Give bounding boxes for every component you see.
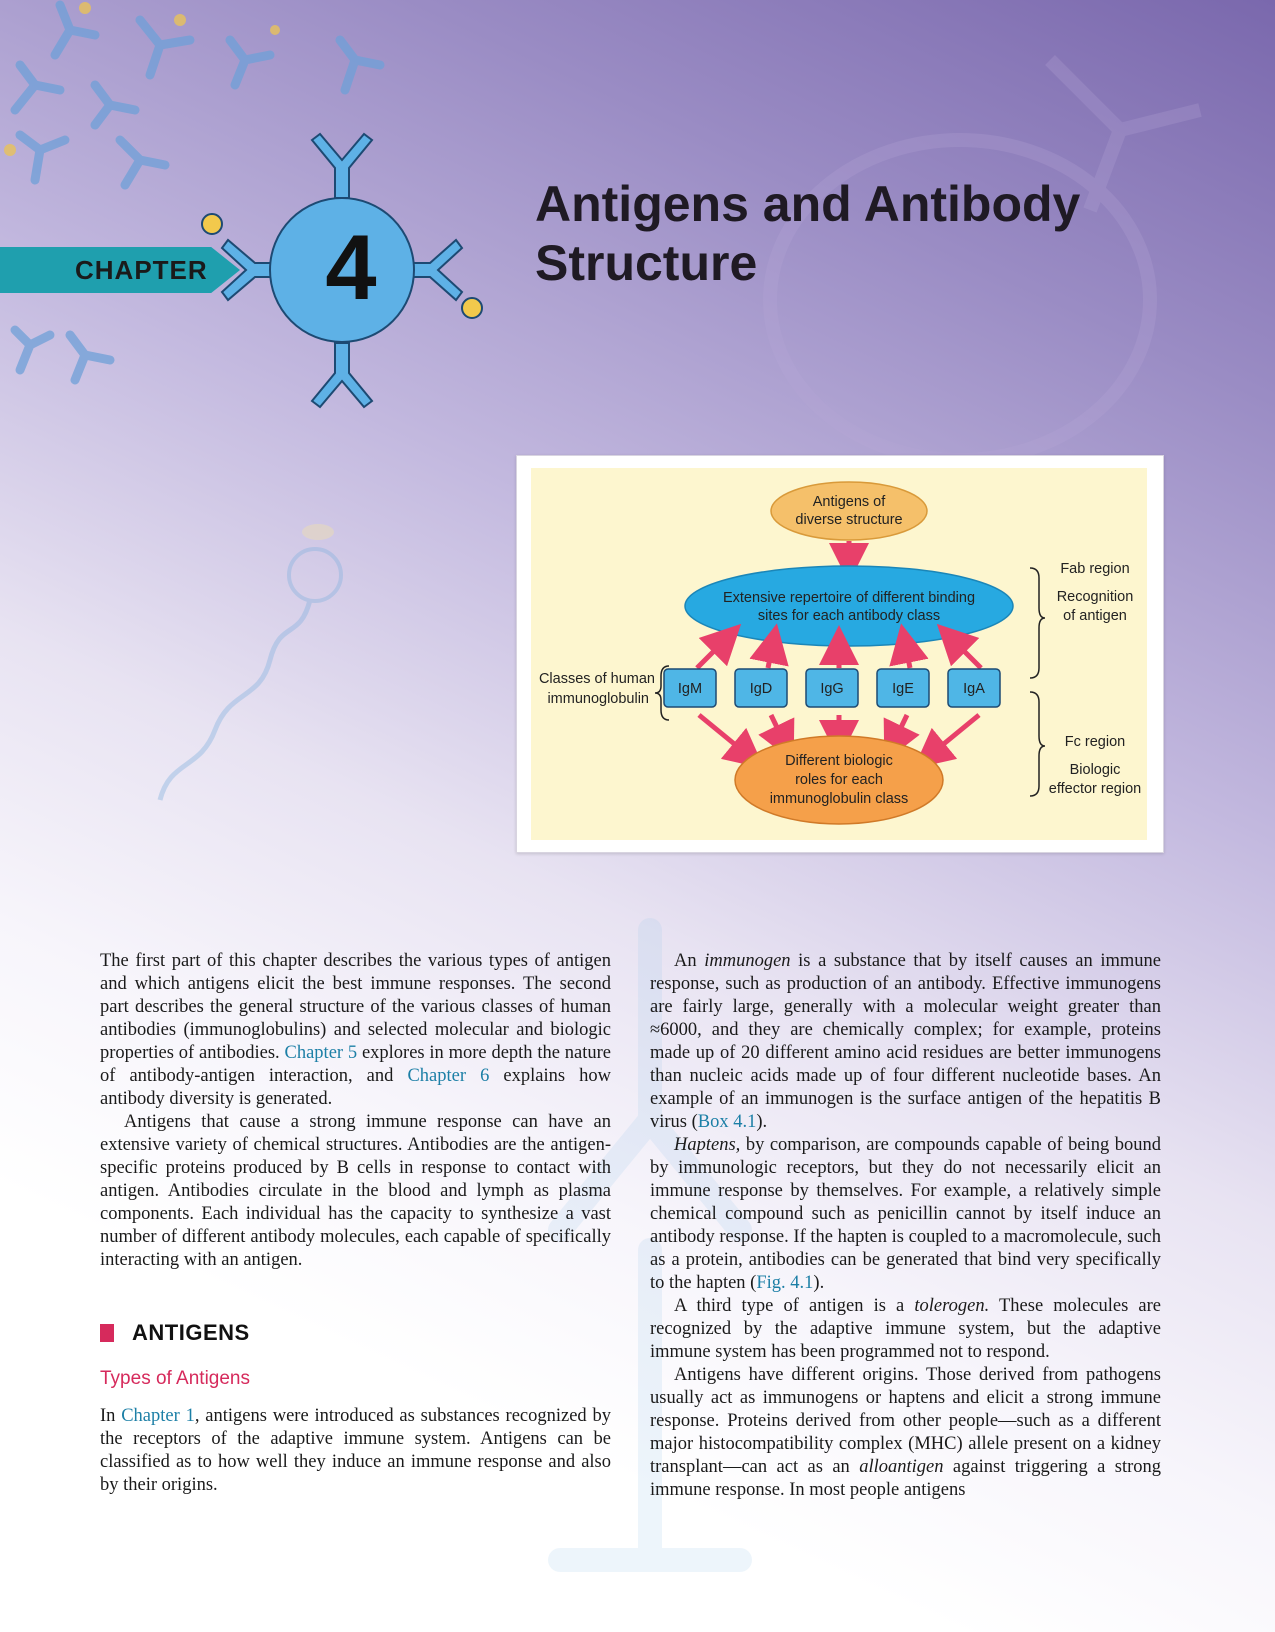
recognition-label-1: Recognition bbox=[1056, 589, 1134, 605]
haptens-paragraph bbox=[650, 1134, 1161, 1295]
classes-label-2: immunoglobulin bbox=[547, 691, 649, 707]
repertoire-label-2: sites for each antibody class bbox=[757, 608, 941, 624]
types-paragraph bbox=[100, 1405, 611, 1497]
immunogen-text-b: is a substance that by itself causes an immune response, such as production of an antibody. Effective immunogens are fairly large, generally with a molecular weight greater than ≈6000, and they are chemically complex; for example, proteins made up of 20 different amino acid residues are better immunogens than nucleic acids made up of four different nucleotide bases. An example of an immunogen is the surface antigen of the hepatitis B virus ( bbox=[650, 951, 1161, 1132]
immunogen-text-c: ). bbox=[756, 1112, 768, 1132]
haptens-text-b: ). bbox=[813, 1273, 825, 1293]
types-text-a: In bbox=[100, 1406, 122, 1426]
types-text-b: , antigens were introduced as substances recognized by the receptors of the adaptive immune system. Antigens can be classified as to how well they induce an immune response and also by their origins. bbox=[100, 1406, 611, 1495]
antigens-label-2: diverse structure bbox=[795, 512, 903, 528]
classes-label-1: Classes of human bbox=[538, 671, 655, 687]
fig-4-1-link[interactable]: Fig. 4.1 bbox=[756, 1273, 814, 1293]
origins-text-a: Antigens have different origins. Those derived from pathogens usually act as immunogens or haptens and elicit a strong immune response. Proteins derived from other people—such as a different major histocompatibility complex (MHC) allele present on a kidney transplant—can act as an bbox=[650, 1365, 1161, 1477]
ig-label-igd: IgD bbox=[749, 681, 773, 697]
fc-region-label: Fc region bbox=[1064, 734, 1126, 750]
section-heading bbox=[100, 1320, 250, 1346]
immunogen-text-a: An bbox=[674, 951, 705, 971]
ig-label-ige: IgE bbox=[892, 681, 914, 697]
antigens-oval bbox=[771, 482, 927, 540]
chapter-6-link[interactable]: Chapter 6 bbox=[407, 1066, 490, 1086]
chapter-title-line2: Structure bbox=[535, 235, 758, 291]
chapter-5-link[interactable]: Chapter 5 bbox=[284, 1043, 358, 1063]
left-column-top bbox=[100, 950, 611, 1272]
antigens-label-1: Antigens of bbox=[812, 494, 886, 510]
recognition-label-2: of antigen bbox=[1063, 608, 1127, 624]
immunogen-paragraph bbox=[650, 950, 1161, 1134]
effector-label-1: Biologic bbox=[1069, 762, 1121, 778]
ig-boxes bbox=[664, 669, 1000, 707]
immunogen-term: immunogen bbox=[704, 951, 791, 971]
section-marker-icon bbox=[100, 1324, 114, 1342]
tolerogen-paragraph bbox=[650, 1295, 1161, 1364]
intro-text-a: The first part of this chapter describes the various types of antigen and which antigens elicit the best immune responses. The second part describes the general structure of the various classes of human antibodies (immunoglobulins) and selected molecular and biologic properties of antibodies. bbox=[100, 951, 611, 1063]
left-column-bottom bbox=[100, 1405, 611, 1497]
roles-label-3: immunoglobulin class bbox=[769, 791, 909, 807]
fab-region-label: Fab region bbox=[1060, 561, 1130, 577]
tolerogen-text-b: These molecules are recognized by the adaptive immune system, but the adaptive immune system has been programmed not to respond. bbox=[650, 1296, 1161, 1362]
chapter-number: 4 bbox=[325, 217, 377, 319]
effector-label-2: effector region bbox=[1048, 781, 1142, 797]
chapter-label: CHAPTER bbox=[75, 255, 208, 285]
origins-text-b: against triggering a strong immune response. In most people antigens bbox=[650, 1457, 1161, 1500]
chapter-1-link[interactable]: Chapter 1 bbox=[121, 1406, 195, 1426]
ig-label-iga: IgA bbox=[963, 681, 985, 697]
ig-label-igm: IgM bbox=[677, 681, 703, 697]
haptens-term: Haptens, bbox=[674, 1135, 741, 1155]
roles-label-2: roles for each bbox=[795, 772, 883, 788]
intro-text-c: explains how antibody diversity is generated. bbox=[100, 1066, 612, 1109]
right-column bbox=[650, 950, 1161, 1502]
repertoire-oval bbox=[685, 566, 1013, 646]
antibody-classes-figure bbox=[516, 455, 1164, 853]
chapter-title-line1: Antigens and Antibody bbox=[535, 176, 1081, 232]
tolerogen-term: tolerogen. bbox=[914, 1296, 990, 1316]
box-4-1-link[interactable]: Box 4.1 bbox=[697, 1112, 757, 1132]
origins-paragraph bbox=[650, 1364, 1161, 1502]
intro-paragraph bbox=[100, 950, 611, 1111]
tolerogen-text-a: A third type of antigen is a bbox=[674, 1296, 915, 1316]
chapter-title bbox=[535, 175, 1175, 293]
subsection-heading: Types of Antigens bbox=[100, 1368, 250, 1389]
haptens-text-a: by comparison, are compounds capable of being bound by immunologic receptors, but they do not necessarily elicit an immune response by themselves. For example, a relatively simple chemical compound such as penicillin cannot by itself induce an antibody response. If the hapten is coupled to a macromolecule, such as a protein, antibodies can be generated that bind very specifically to the hapten ( bbox=[650, 1135, 1161, 1293]
antigens-overview-paragraph: Antigens that cause a strong immune response can have an extensive variety of chemical structures. Antibodies are the antigen-specific proteins produced by B cells in response to contact with antigen. Antibodies circulate in the blood and lymph as plasma components. Each individual has the capacity to synthesize a vast number of different antibody molecules, each capable of specifically interacting with an antigen. bbox=[100, 1112, 611, 1270]
roles-label-1: Different biologic bbox=[785, 753, 893, 769]
section-heading-text: ANTIGENS bbox=[132, 1320, 250, 1345]
ig-label-igg: IgG bbox=[820, 681, 844, 697]
repertoire-label-1: Extensive repertoire of different binding bbox=[722, 590, 976, 606]
intro-text-b: explores in more depth the nature of antibody-antigen interaction, and bbox=[100, 1043, 611, 1086]
alloantigen-term: alloantigen bbox=[859, 1457, 944, 1477]
